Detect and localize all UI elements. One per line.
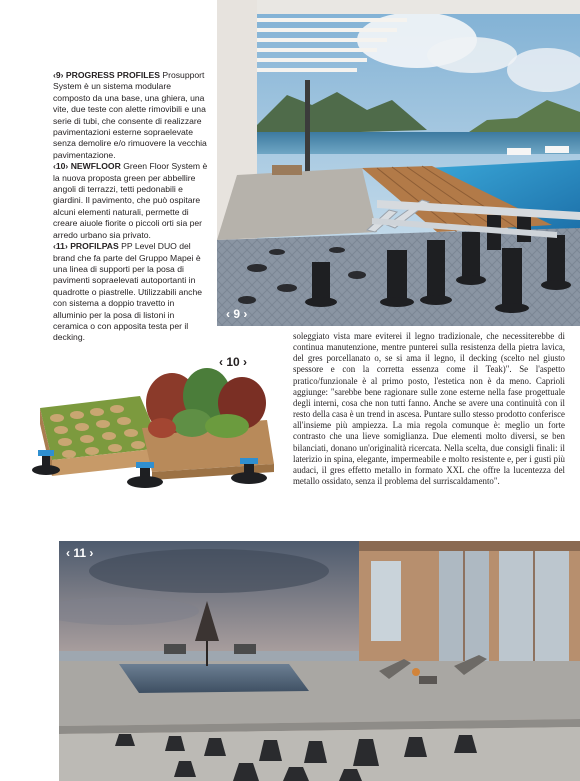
item-11 xyxy=(53,241,210,344)
product-descriptions xyxy=(53,70,210,344)
product-10-label: ‹ 10 › xyxy=(219,355,248,369)
item-11-text: PP Level DUO del brand che fa parte del Gruppo Mapei è una linea di supporti per la posa di pavimenti sopraelevati autoportanti in quadrotte o piastrelle. Utilizzabili anche con sistema a doppio travetto in alluminio per la posa di listoni in ceramica o con apposita testa per il decking. xyxy=(53,241,203,343)
item-10-number: ‹10› xyxy=(53,161,69,172)
item-10-text: Green Floor System è la nuova proposta green per abbellire angoli di terrazzi, tetti pedonabili e giardini. Il pavimento, che può ospitare alcuni elementi naturali, permette di creare aiuole fiorite o piccoli orti sia per arredo urbano sia privato. xyxy=(53,161,208,240)
product-green-floor xyxy=(12,368,284,494)
photo-9-label: ‹ 9 › xyxy=(226,307,248,321)
article-paragraph: soleggiato vista mare eviterei il legno tradizionale, che necessiterebbe di continua manutenzione, mentre punterei sulla resistenza della pietra lavica, del gres porcellanato o, se si ama il legno, il decking (scelto nel giusto spessore e con la corretta essenza come il Teak)". Se l'aspetto pratico/funzionale è al primo posto, l'estetica non è da meno. Caprioli aggiunge: "sarebbe bene ragionare sulle zone esterne nella fase progettuale degli interni, cosa che non tutti fanno. Anche se avere una continuità con il resto della casa è un trend in ascesa. Puntare sullo stesso prodotto conferisce all'insieme più ampiezza. La mia regola comunque è: meglio un forte contrasto che una lieve somiglianza. Due elementi molto diversi, se ben bilanciati, donano un'originalità ricercata. Nella scelta, due consigli finali: il laterizio in spina, elegante, impermeabile e molto resistente e, per i gusti più audaci, il gres effetto metallo in formato XXL che offre la lucentezza del metallo ossidato, senza il problema del surriscaldamento". xyxy=(293,331,565,487)
item-11-brand: PROFILPAS xyxy=(70,241,119,252)
item-10 xyxy=(53,161,210,241)
photo-11-label: ‹ 11 › xyxy=(66,546,94,560)
photo-rooftop-pool-illustration xyxy=(59,541,580,781)
item-9 xyxy=(53,70,210,161)
photo-terrace-pool xyxy=(217,0,580,326)
article-body xyxy=(293,331,565,487)
item-9-text: Prosupport System è un sistema modulare composto da una base, una ghiera, una vite, due teste con alette rimovibili e una serie di tubi, che consente di realizzare pavimentazioni esterne sopraelevate senza demolire e/o rimuovere la vecchia pavimentazione. xyxy=(53,70,207,160)
item-10-brand: NEWFLOOR xyxy=(70,161,121,172)
planter-icon xyxy=(12,368,284,494)
photo-terrace-pool-illustration xyxy=(217,0,580,326)
item-9-brand: PROGRESS PROFILES xyxy=(65,70,160,80)
item-9-number: ‹9› xyxy=(53,70,64,80)
photo-rooftop-pool xyxy=(59,541,580,781)
item-11-number: ‹11› xyxy=(53,241,68,252)
